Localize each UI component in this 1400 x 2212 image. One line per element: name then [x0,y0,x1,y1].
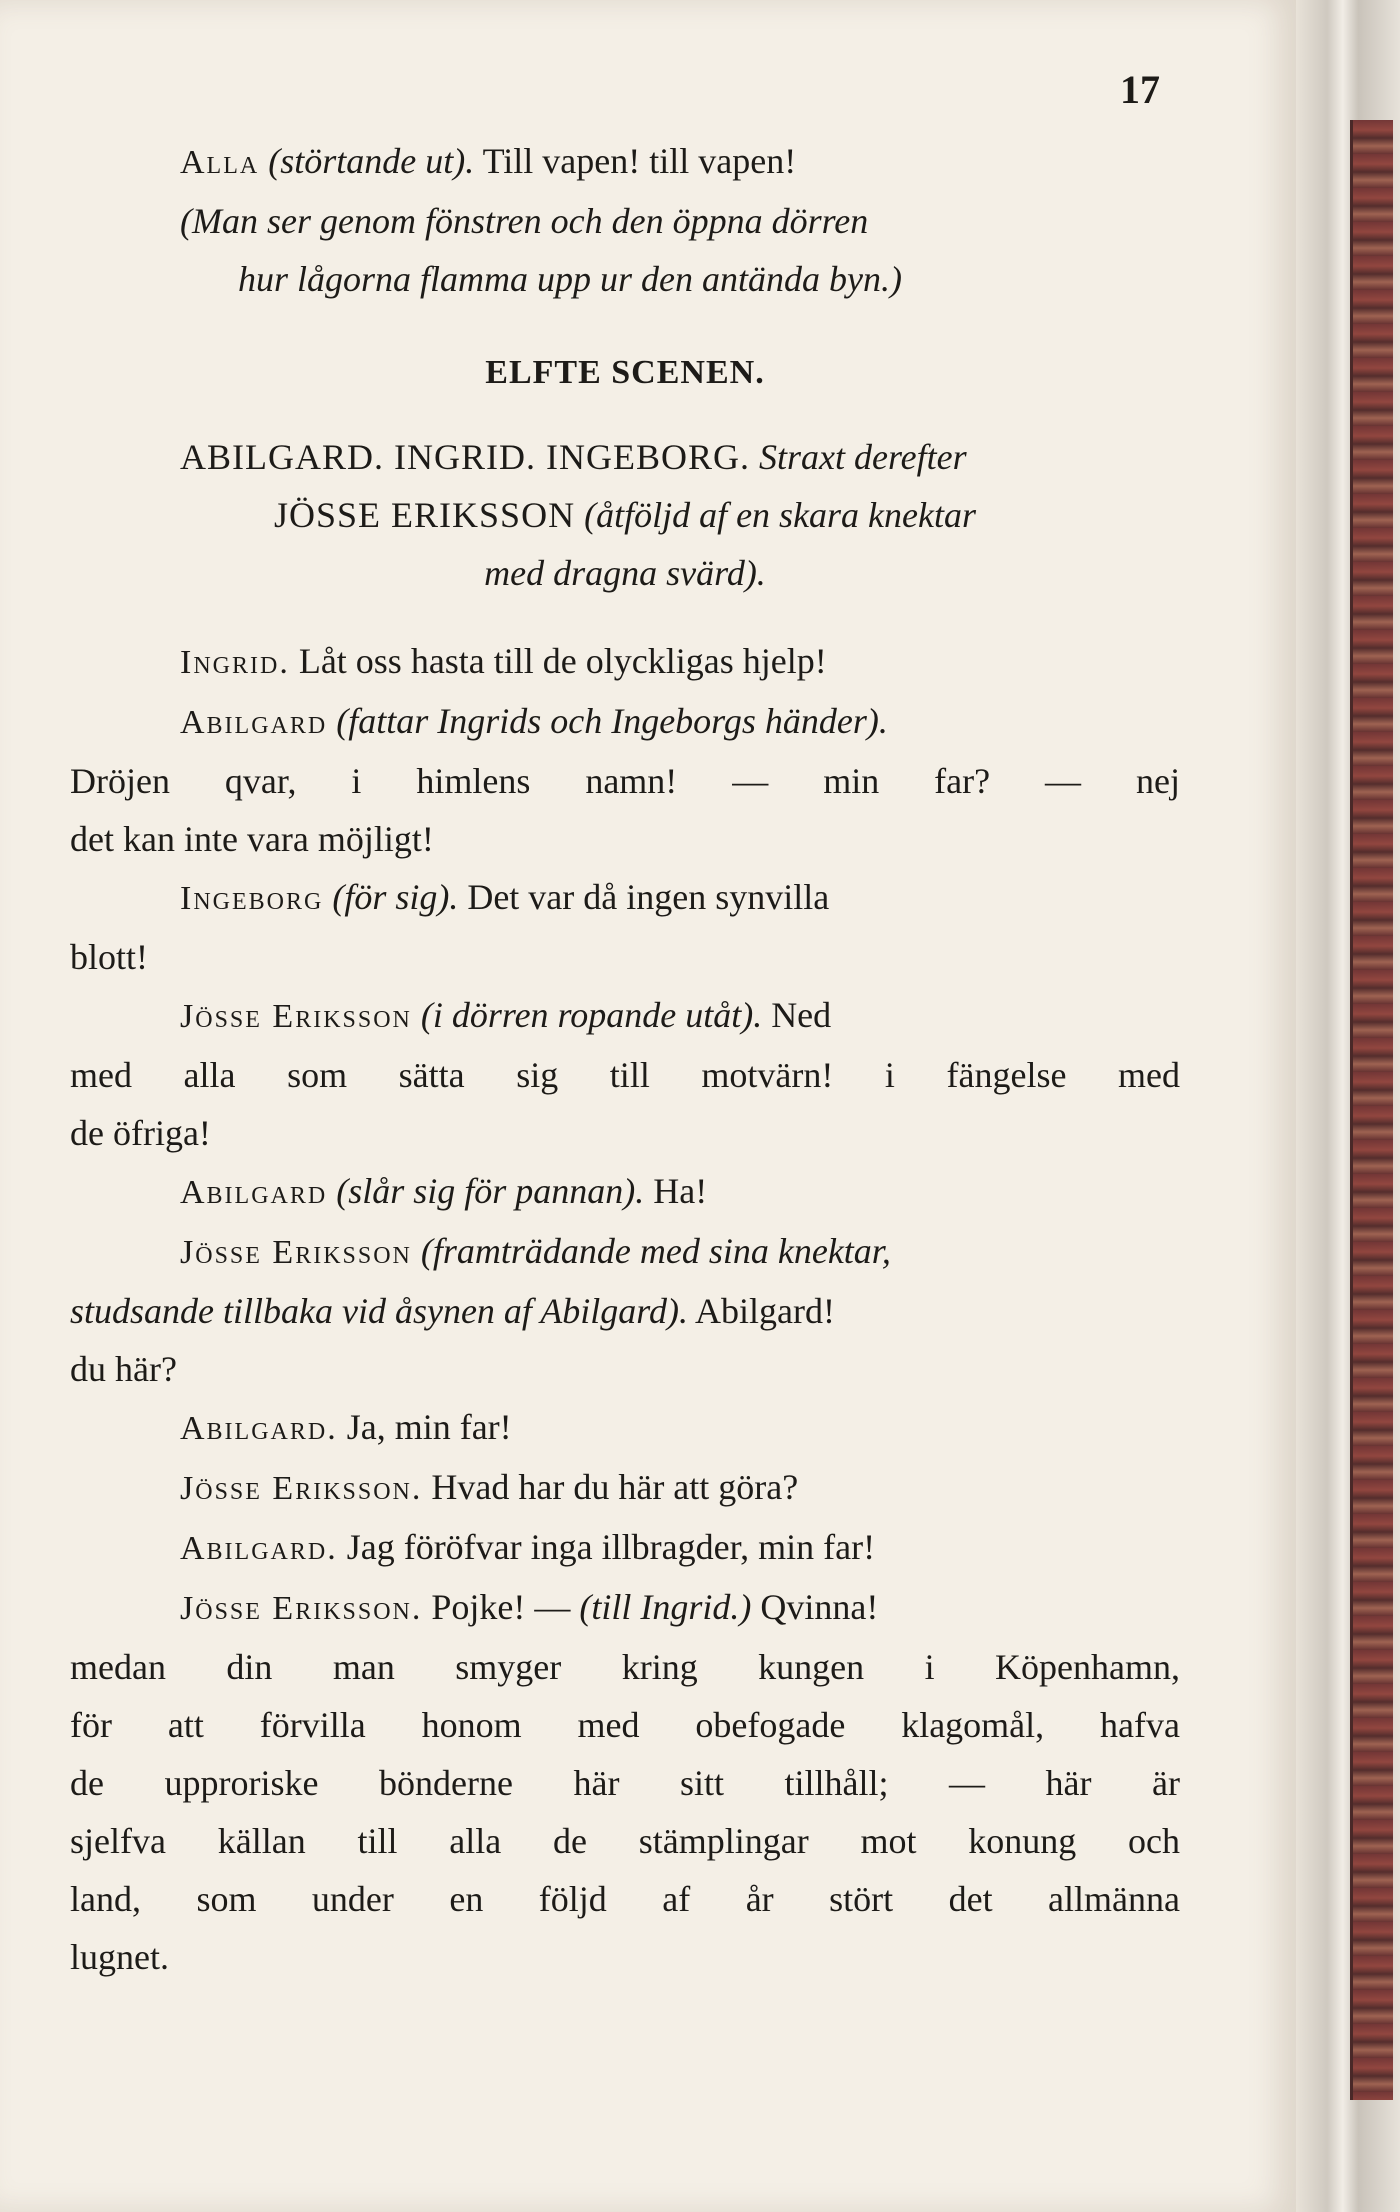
book-spine [1350,120,1393,2100]
dialogue: sjelfva källan till alla de stämplingar mot konung och [70,1821,1180,1861]
dialogue: Till vapen! till vapen! [482,141,797,181]
dialogue: medan din man smyger kring kungen i Köpenhamn, [70,1647,1180,1687]
speaker-name: Ingeborg [180,880,324,917]
speaker-name: Abilgard [180,1174,328,1211]
dialogue: Qvinna! [760,1587,879,1627]
page-number: 17 [1120,67,1160,112]
stage-direction: (i dörren ropande utåt). [420,995,763,1035]
dialogue: Hvad har du här att göra? [431,1467,799,1507]
dialogue: de öfriga! [70,1113,211,1153]
speaker-name: Jösse Eriksson [180,1234,412,1271]
stage-direction: med dragna svärd). [484,553,766,593]
dialogue: Ja, min far! [346,1407,512,1447]
dialogue: blott! [70,937,148,977]
dialogue: de upproriske bönderne här sitt tillhåll; — här är [70,1763,1180,1803]
dialogue: det kan inte vara möjligt! [70,819,434,859]
speaker-name: Abilgard [180,704,328,741]
speaker-name: Alla [180,144,260,181]
text-line [70,1398,1180,1458]
dialogue: Pojke! — [431,1587,571,1627]
speaker-name: Jösse Eriksson [180,998,412,1035]
dialogue: för att förvilla honom med obefogade klagomål, hafva [70,1705,1180,1745]
dialogue: land, som under en följd af år stört det allmänna [70,1879,1180,1919]
text-line [70,1162,1180,1222]
stage-direction: Straxt derefter [758,437,967,477]
speaker-name: Abilgard. [180,1410,338,1447]
dialogue: Jag föröfvar inga illbragder, min far! [346,1527,876,1567]
page-text [70,60,1180,1986]
dialogue: du här? [70,1349,177,1389]
stage-direction: (till Ingrid.) [579,1587,752,1627]
cast-list [70,428,1180,486]
text-line [70,632,1180,692]
stage-direction: hur lågorna flamma upp ur den antända byn.) [238,259,902,299]
stage-direction: (störtande ut). [268,141,475,181]
dialogue: Dröjen qvar, i himlens namn! — min far? — nej [70,761,1180,801]
speaker-name: Ingrid. [180,644,290,681]
cast-names: ABILGARD. INGRID. INGEBORG. [180,437,750,477]
text-line [70,1222,1180,1282]
stage-direction: (slår sig för pannan). [336,1171,645,1211]
dialogue: Det var då ingen synvilla [467,877,830,917]
stage-direction: (fattar Ingrids och Ingeborgs händer). [336,701,888,741]
stage-direction: (framträdande med sina knektar, [420,1231,891,1271]
dialogue: Abilgard! [694,1291,835,1331]
text-line [70,868,1180,928]
text-line [70,986,1180,1046]
text-line [70,1578,1180,1638]
stage-direction: (för sig). [332,877,459,917]
text-line [70,1282,1180,1340]
speaker-name: Jösse Eriksson. [180,1590,423,1627]
stage-direction: (åtföljd af en skara knektar [584,495,976,535]
text-line [70,132,1180,192]
cast-names: JÖSSE ERIKSSON [274,495,576,535]
dialogue: Ha! [653,1171,708,1211]
stage-direction: studsande tillbaka vid åsynen af Abilgard). [70,1291,688,1331]
text-line [70,692,1180,752]
text-line [70,1458,1180,1518]
speaker-name: Abilgard. [180,1530,338,1567]
dialogue: Ned [771,995,832,1035]
text-line [70,1518,1180,1578]
dialogue: Låt oss hasta till de olyckligas hjelp! [298,641,827,681]
cast-list [70,486,1180,544]
stage-direction: (Man ser genom fönstren och den öppna dörren [180,201,869,241]
speaker-name: Jösse Eriksson. [180,1470,423,1507]
dialogue: med alla som sätta sig till motvärn! i fängelse med [70,1055,1180,1095]
dialogue: lugnet. [70,1937,169,1977]
spacer [70,602,1180,632]
scene-heading: ELFTE SCENEN. [485,354,765,391]
